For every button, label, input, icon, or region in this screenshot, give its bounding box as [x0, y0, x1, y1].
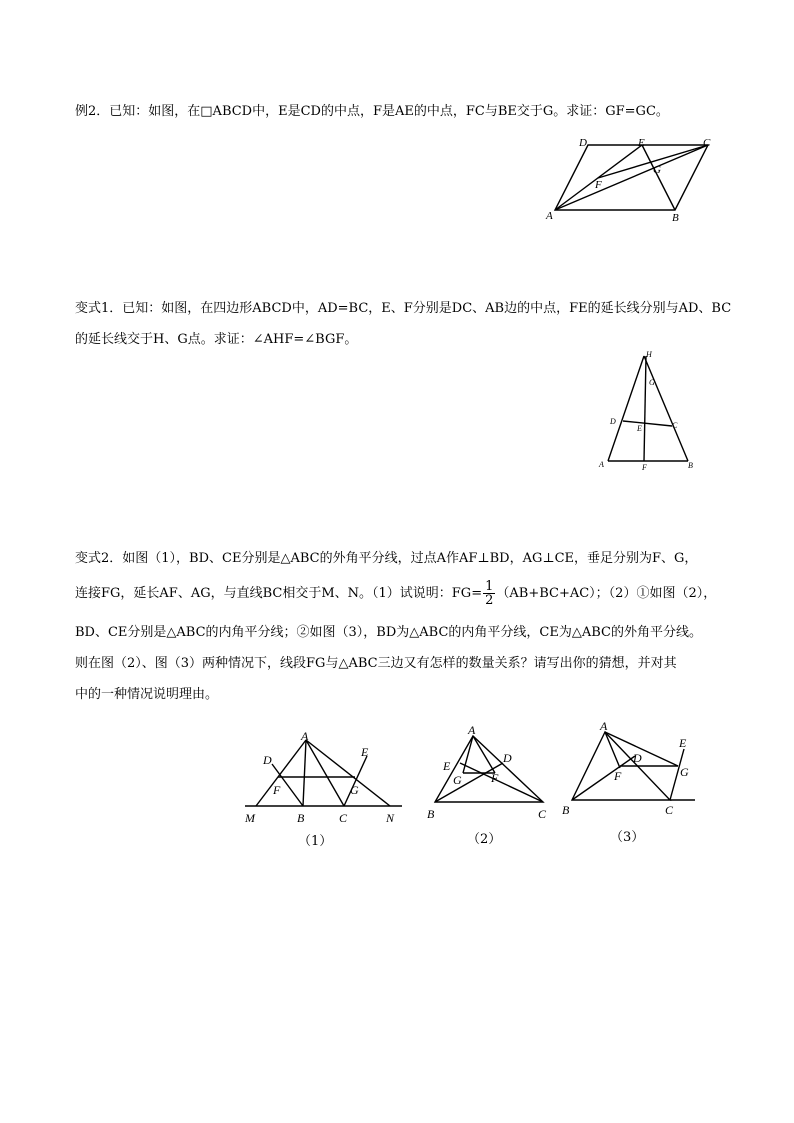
variant1-statement-line1: 变式1．已知：如图，在四边形ABCD中，AD=BC，E、F分别是DC、AB边的中点，FE的延长线分别与AD、BC	[75, 301, 732, 316]
label-a: A	[301, 729, 309, 743]
example2-statement: 例2．已知：如图，在□ABCD中，E是CD的中点，F是AE的中点，FC与BE交于G。求证：GF=GC。	[75, 104, 669, 119]
label-a: A	[468, 723, 476, 737]
label-c: C	[538, 807, 547, 821]
segment-dc	[623, 421, 672, 426]
label-g: G	[680, 765, 689, 779]
label-a: A	[546, 210, 553, 222]
label-f: F	[642, 463, 647, 472]
label-b: B	[427, 807, 435, 821]
variant2-line2-suffix: （AB+BC+AC）；（2）①如图（2），	[496, 586, 717, 601]
label-d: D	[579, 137, 587, 149]
example2-parallelogram-figure	[540, 135, 720, 225]
segment-ac	[306, 740, 344, 806]
segment-ce	[460, 763, 543, 802]
segment-bh-extended	[644, 356, 688, 461]
segment-am	[256, 740, 306, 806]
label-f: F	[614, 769, 622, 783]
variant2-statement-line2	[75, 580, 716, 607]
variant2-statement-line1: 变式2．如图（1），BD、CE分别是△ABC的外角平分线，过点A作AF⊥BD，AG⊥CE，垂足分别为F、G，	[75, 551, 698, 566]
segment-ac	[555, 145, 708, 210]
variant2-statement-line5: 中的一种情况说明理由。	[75, 687, 219, 702]
figure-3-caption: （3）	[610, 830, 645, 845]
variant1-quadrilateral-figure	[593, 348, 703, 473]
variant2-figure-1	[240, 728, 410, 823]
label-b: B	[297, 811, 305, 825]
label-d: D	[633, 751, 642, 765]
label-e: E	[361, 745, 369, 759]
label-e: E	[638, 137, 645, 149]
label-e: E	[637, 424, 642, 433]
segment-fh	[644, 356, 646, 461]
segment-ce	[344, 756, 367, 806]
label-h: H	[646, 350, 652, 359]
label-e: E	[679, 736, 687, 750]
fraction-denominator: 2	[485, 593, 494, 608]
label-g: G	[653, 164, 661, 176]
label-g: G	[350, 783, 359, 797]
label-b: B	[688, 461, 693, 470]
variant2-figure-3	[560, 714, 700, 819]
fraction-numerator: 1	[485, 579, 494, 594]
fraction-one-half	[483, 580, 495, 607]
segment-be	[642, 145, 675, 210]
variant2-line2-prefix: 连接FG，延长AF、AG，与直线BC相交于M、N。（1）试说明：FG=	[75, 586, 483, 601]
label-d: D	[503, 751, 512, 765]
label-f: F	[491, 771, 499, 785]
variant2-figure-2	[425, 718, 565, 823]
label-c: C	[703, 137, 711, 149]
label-d: D	[263, 753, 272, 767]
label-b: B	[672, 212, 679, 224]
variant2-statement-line4: 则在图（2）、图（3）两种情况下，线段FG与△ABC三边又有怎样的数量关系？请写出你的猜想，并对其	[75, 656, 677, 671]
label-m: M	[245, 811, 255, 825]
label-d: D	[610, 417, 616, 426]
segment-ab	[303, 740, 306, 806]
figure-2-caption: （2）	[467, 832, 502, 847]
label-f: F	[273, 783, 281, 797]
label-f: F	[595, 179, 602, 191]
label-c: C	[672, 421, 678, 430]
label-e: E	[443, 759, 451, 773]
label-g: G	[649, 378, 655, 387]
label-a: A	[599, 460, 604, 469]
variant2-statement-line3: BD、CE分别是△ABC的内角平分线；②如图（3），BD为△ABC的内角平分线，CE为△ABC的外角平分线。	[75, 625, 702, 640]
label-c: C	[665, 803, 674, 817]
label-c: C	[339, 811, 348, 825]
segment-ah	[608, 356, 644, 461]
label-g: G	[453, 773, 462, 787]
label-n: N	[386, 811, 395, 825]
segment-bd	[572, 756, 635, 800]
label-a: A	[600, 719, 608, 733]
variant1-statement-line2: 的延长线交于H、G点。求证：∠AHF=∠BGF。	[75, 332, 358, 347]
figure-1-caption: （1）	[298, 834, 333, 849]
label-b: B	[562, 803, 570, 817]
